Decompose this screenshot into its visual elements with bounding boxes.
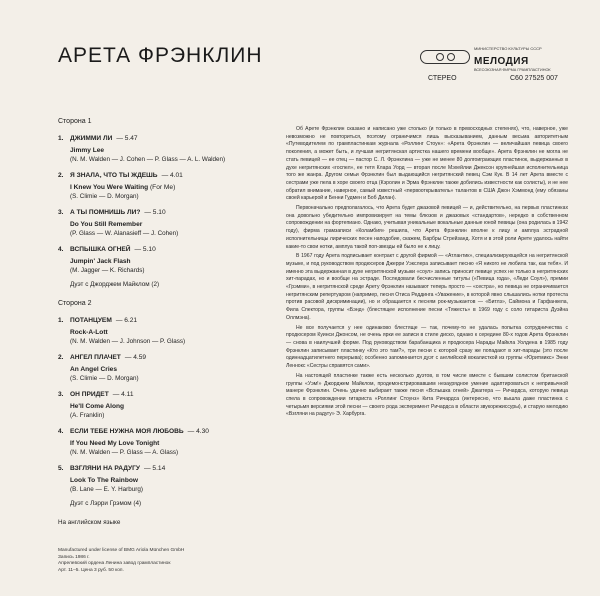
track-title-en: Jumpin' Jack Flash <box>70 258 131 265</box>
side-1-label: Сторона 1 <box>58 118 92 125</box>
track-duration: — 6.21 <box>115 317 138 324</box>
liner-paragraph: Об Арете Фрэнклин сказано и написано уже столько (и только в превосходных степенях), что, наверное, уже невозможно не повториться, поэтому ограничимся лишь высказыванием, данным весьма авторитетным «Путеводителем по грампластинкам журнала «Роллинг Стоун»: «Арета Фрэнклин — величайшая певица своего поколения, а может быть, и лучшая негритянская артистка нашего времени вообще». Арета Фрэнклин не могла не стать певицей — ее отец — пастор С. Л. Фрэнклина — уже не менее 80 долгоиграющих пластинок, выдержанных в духе негритянских «госпел», ее тетя Клара Уорд — вторая после Мэхейлии Джексон крупнейшая исполнительница того же жанра. Другом семьи Фрэнклин был выдающийся негритянский певец Сэм Кук. В 14 лет Арета вместе с сестрами уже пела в хоре своего отца (Кэролин и Эрма Фрэнклин также добились известности как солисты), и не нее обратил внимание, наверное, самый известный «первооткрыватель» талантов в США Джон Хэммонд (ему обязаны своей карьерой и Бенни Гудмен и Боб Дилан). <box>286 126 568 202</box>
track-number: 5. <box>58 465 64 472</box>
track-item <box>58 354 273 382</box>
track-duration: — 4.11 <box>112 391 134 398</box>
track-duration: — 4.59 <box>124 354 147 361</box>
liner-notes <box>286 126 568 419</box>
side-2-tracks <box>58 317 273 493</box>
track-title-ru: А ТЫ ПОМНИШЬ ЛИ? — 5.10 <box>70 209 166 216</box>
brand-name: МЕЛОДИЯ <box>474 56 529 67</box>
track-credits: (S. Climie — D. Morgan) <box>70 193 139 200</box>
track-item <box>58 246 273 274</box>
track-number: 2. <box>58 172 64 179</box>
side-2-duet-note: Дуэт с Лэрри Грэмом (4) <box>70 500 142 507</box>
price-line: Арт. 11–5. Цена 3 руб. 50 коп. <box>58 567 124 573</box>
catalog-number: С60 27525 007 <box>510 75 558 82</box>
track-item <box>58 172 273 200</box>
track-item <box>58 317 273 345</box>
brand-subtitle: ВСЕСОЮЗНАЯ ФИРМА ГРАМПЛАСТИНОК <box>474 68 551 72</box>
track-duration: — 5.14 <box>143 465 166 472</box>
track-credits: (A. Franklin) <box>70 412 105 419</box>
track-credits: (P. Glass — W. Alanasieff — J. Cohen) <box>70 230 179 237</box>
track-credits: (B. Lane — E. Y. Harburg) <box>70 486 143 493</box>
track-title-ru: ДЖИММИ ЛИ — 5.47 <box>70 135 138 142</box>
track-title-ru: Я ЗНАЛА, ЧТО ТЫ ЖДЕШЬ — 4.01 <box>70 172 183 179</box>
track-title-en: Jimmy Lee <box>70 147 105 154</box>
track-title-en: He'll Come Along <box>70 403 125 410</box>
track-credits: (S. Climie — D. Morgan) <box>70 375 139 382</box>
track-number: 4. <box>58 246 64 253</box>
track-duration: — 5.10 <box>134 246 156 253</box>
track-number: 2. <box>58 354 64 361</box>
track-number: 4. <box>58 428 64 435</box>
manufacture-footer <box>58 548 278 574</box>
track-credits: (N. M. Walden — J. Cohen — P. Glass — A. L. Walden) <box>70 156 226 163</box>
plant-line: Апрелевский ордена Ленина завод грампластинок <box>58 561 171 566</box>
track-number: 3. <box>58 391 64 398</box>
melodiya-logo-icon <box>420 50 470 64</box>
record-year-line: Запись 1986 г. <box>58 554 90 560</box>
track-duration: — 4.30 <box>187 428 209 435</box>
track-title-en: I Knew You Were Waiting (For Me) <box>70 184 176 191</box>
liner-paragraph: Первоначально предполагалось, что Арета будет джазовой певицей — и, действительно, на первых пластинках она довольно убедительно импровизирует на темы блюзов и джазовых «стандартов», нередко в собственном сопровождении на фортепиано. Однако, учитывая уникальные вокальные данные юной певицы (она родилась в 1942 году), фирма грамзаписи «Коламбия» решила, что Арета Фрэнклин вполне к лицу и амплуа эстрадной исполнительницы лирических песен наподобие, скажем, Барбры Стрейзанд. Хотя и в этой роли Арете удалось найти какие-то свои нотки, амплуа такой поп-звезды ей было не к лицу. <box>286 205 568 250</box>
artist-title: АРЕТА ФРЭНКЛИН <box>58 44 263 67</box>
track-item <box>58 465 273 493</box>
track-title-en: Rock-A-Lott <box>70 329 108 336</box>
track-title-ru: ОН ПРИДЕТ — 4.11 <box>70 391 134 398</box>
language-note: На английском языке <box>58 519 121 526</box>
track-title-ru: АНГЕЛ ПЛАЧЕТ — 4.59 <box>70 354 147 361</box>
track-number: 3. <box>58 209 64 216</box>
license-line: Manufactured under license of BMG Ariola München GmbH <box>58 548 185 553</box>
track-title-ru: ПОТАНЦУЕМ — 6.21 <box>70 317 138 324</box>
liner-paragraph: В 1967 году Арета подписывает контракт с другой фирмой — «Атлантик», специализирующейся на негритянской музыке, и под руководством продюсеров Джерри Уэкслера записывает песню «Я никого не любила так, как тебя». И именно эта выдержанная в духе негритянской музыки «соул» запись приносит певице успех не только в негритянских хит-парадах, но и вообще на эстраде. Последовали бесчисленные титулы («Певица года», «Леди Соул»), премии «Грэмми», в негритянской среде Арету Фрэнклин называют теперь просто — «сестра», но певица не ограничивается негритянским репертуаром (например, песня Отиса Реддинга «Уважение», в которой явно слышались нотки протеста против расовой дискриминации), но и обращается к песням рок-музыкантов — «Битлз», Саймона и Гарфанкела, Фила Спектора, группы «Бэнд» (блестящее исполнение песни «Тяжесть» в 1969 году с соло гитариста Дуэйна Оллмэна). <box>286 253 568 321</box>
track-title-en: An Angel Cries <box>70 366 118 373</box>
tracklist <box>58 118 273 526</box>
side-1-duet-note: Дуэт с Джорджем Майклом (2) <box>70 281 160 288</box>
track-credits: (N. M. Walden — P. Glass — A. Glass) <box>70 449 179 456</box>
track-title-ru: ЕСЛИ ТЕБЕ НУЖНА МОЯ ЛЮБОВЬ — 4.30 <box>70 428 209 435</box>
side-2-label: Сторона 2 <box>58 300 92 307</box>
side-1-tracks <box>58 135 273 274</box>
track-duration: — 5.10 <box>144 209 166 216</box>
track-item <box>58 391 273 419</box>
track-item <box>58 428 273 456</box>
liner-paragraph: На настоящей пластинке также есть несколько дуэтов, в том числе вместе с бывшим солистом британской группы «Уэм!» Джорджем Майклом, продемонстрировавшим незаурядное умение адаптироваться к непривычной манере Фрэнклин. Очень удачно выбирает также песня «Вспышка огней» Джаггера — Ричардса, которую певица спела в сопровождении гитариста «Роллинг Стоунз» Кита Ричардса (интересно, что вышла даже пластинка с четырьмя версиями этой песни — своего рода эксперимент Ричардса в области звукорежиссуры), и старую мелодию «Взгляни на радугу» Э. Харбурга. <box>286 372 568 418</box>
track-credits: (N. M. Walden — J. Johnson — P. Glass) <box>70 338 186 345</box>
track-item <box>58 209 273 237</box>
track-title-ru: ВСПЫШКА ОГНЕЙ — 5.10 <box>70 246 156 253</box>
stereo-label: СТЕРЕО <box>428 75 457 82</box>
liner-paragraph: Не все получается у нее одинаково блестяще — так, почему-то не удалась попытка сотрудничества с продюсером Куинси Джонсом, не очень ярки ее записи в стиле диско, однако к середине 80-х годов Арета Фрэнклин — снова в наилучшей форме. Под руководством барабанщика и продюсера Нарады Майкла Уолдена в 1985 году Фрэнклин записывает пластинку «Кто это там?», три песни с которой сразу же попадают в хит-парады (это после одиннадцатилетнего перерыва); особенно запоминается дуэт с английской вокалисткой из группы «Юритмикс» Энни Леннокс «Сестры справятся сами». <box>286 324 568 370</box>
track-title-en: Do You Still Remember <box>70 221 143 228</box>
track-title-en: Look To The Rainbow <box>70 477 139 484</box>
track-title-ru: ВЗГЛЯНИ НА РАДУГУ — 5.14 <box>70 465 166 472</box>
ministry-text: МИНИСТЕРСТВО КУЛЬТУРЫ СССР <box>474 46 542 51</box>
track-item <box>58 135 273 163</box>
track-duration: — 5.47 <box>116 135 138 142</box>
track-number: 1. <box>58 135 64 142</box>
track-duration: — 4.01 <box>161 172 183 179</box>
track-number: 1. <box>58 317 64 324</box>
track-credits: (M. Jagger — K. Richards) <box>70 267 145 274</box>
track-title-en: If You Need My Love Tonight <box>70 440 160 447</box>
